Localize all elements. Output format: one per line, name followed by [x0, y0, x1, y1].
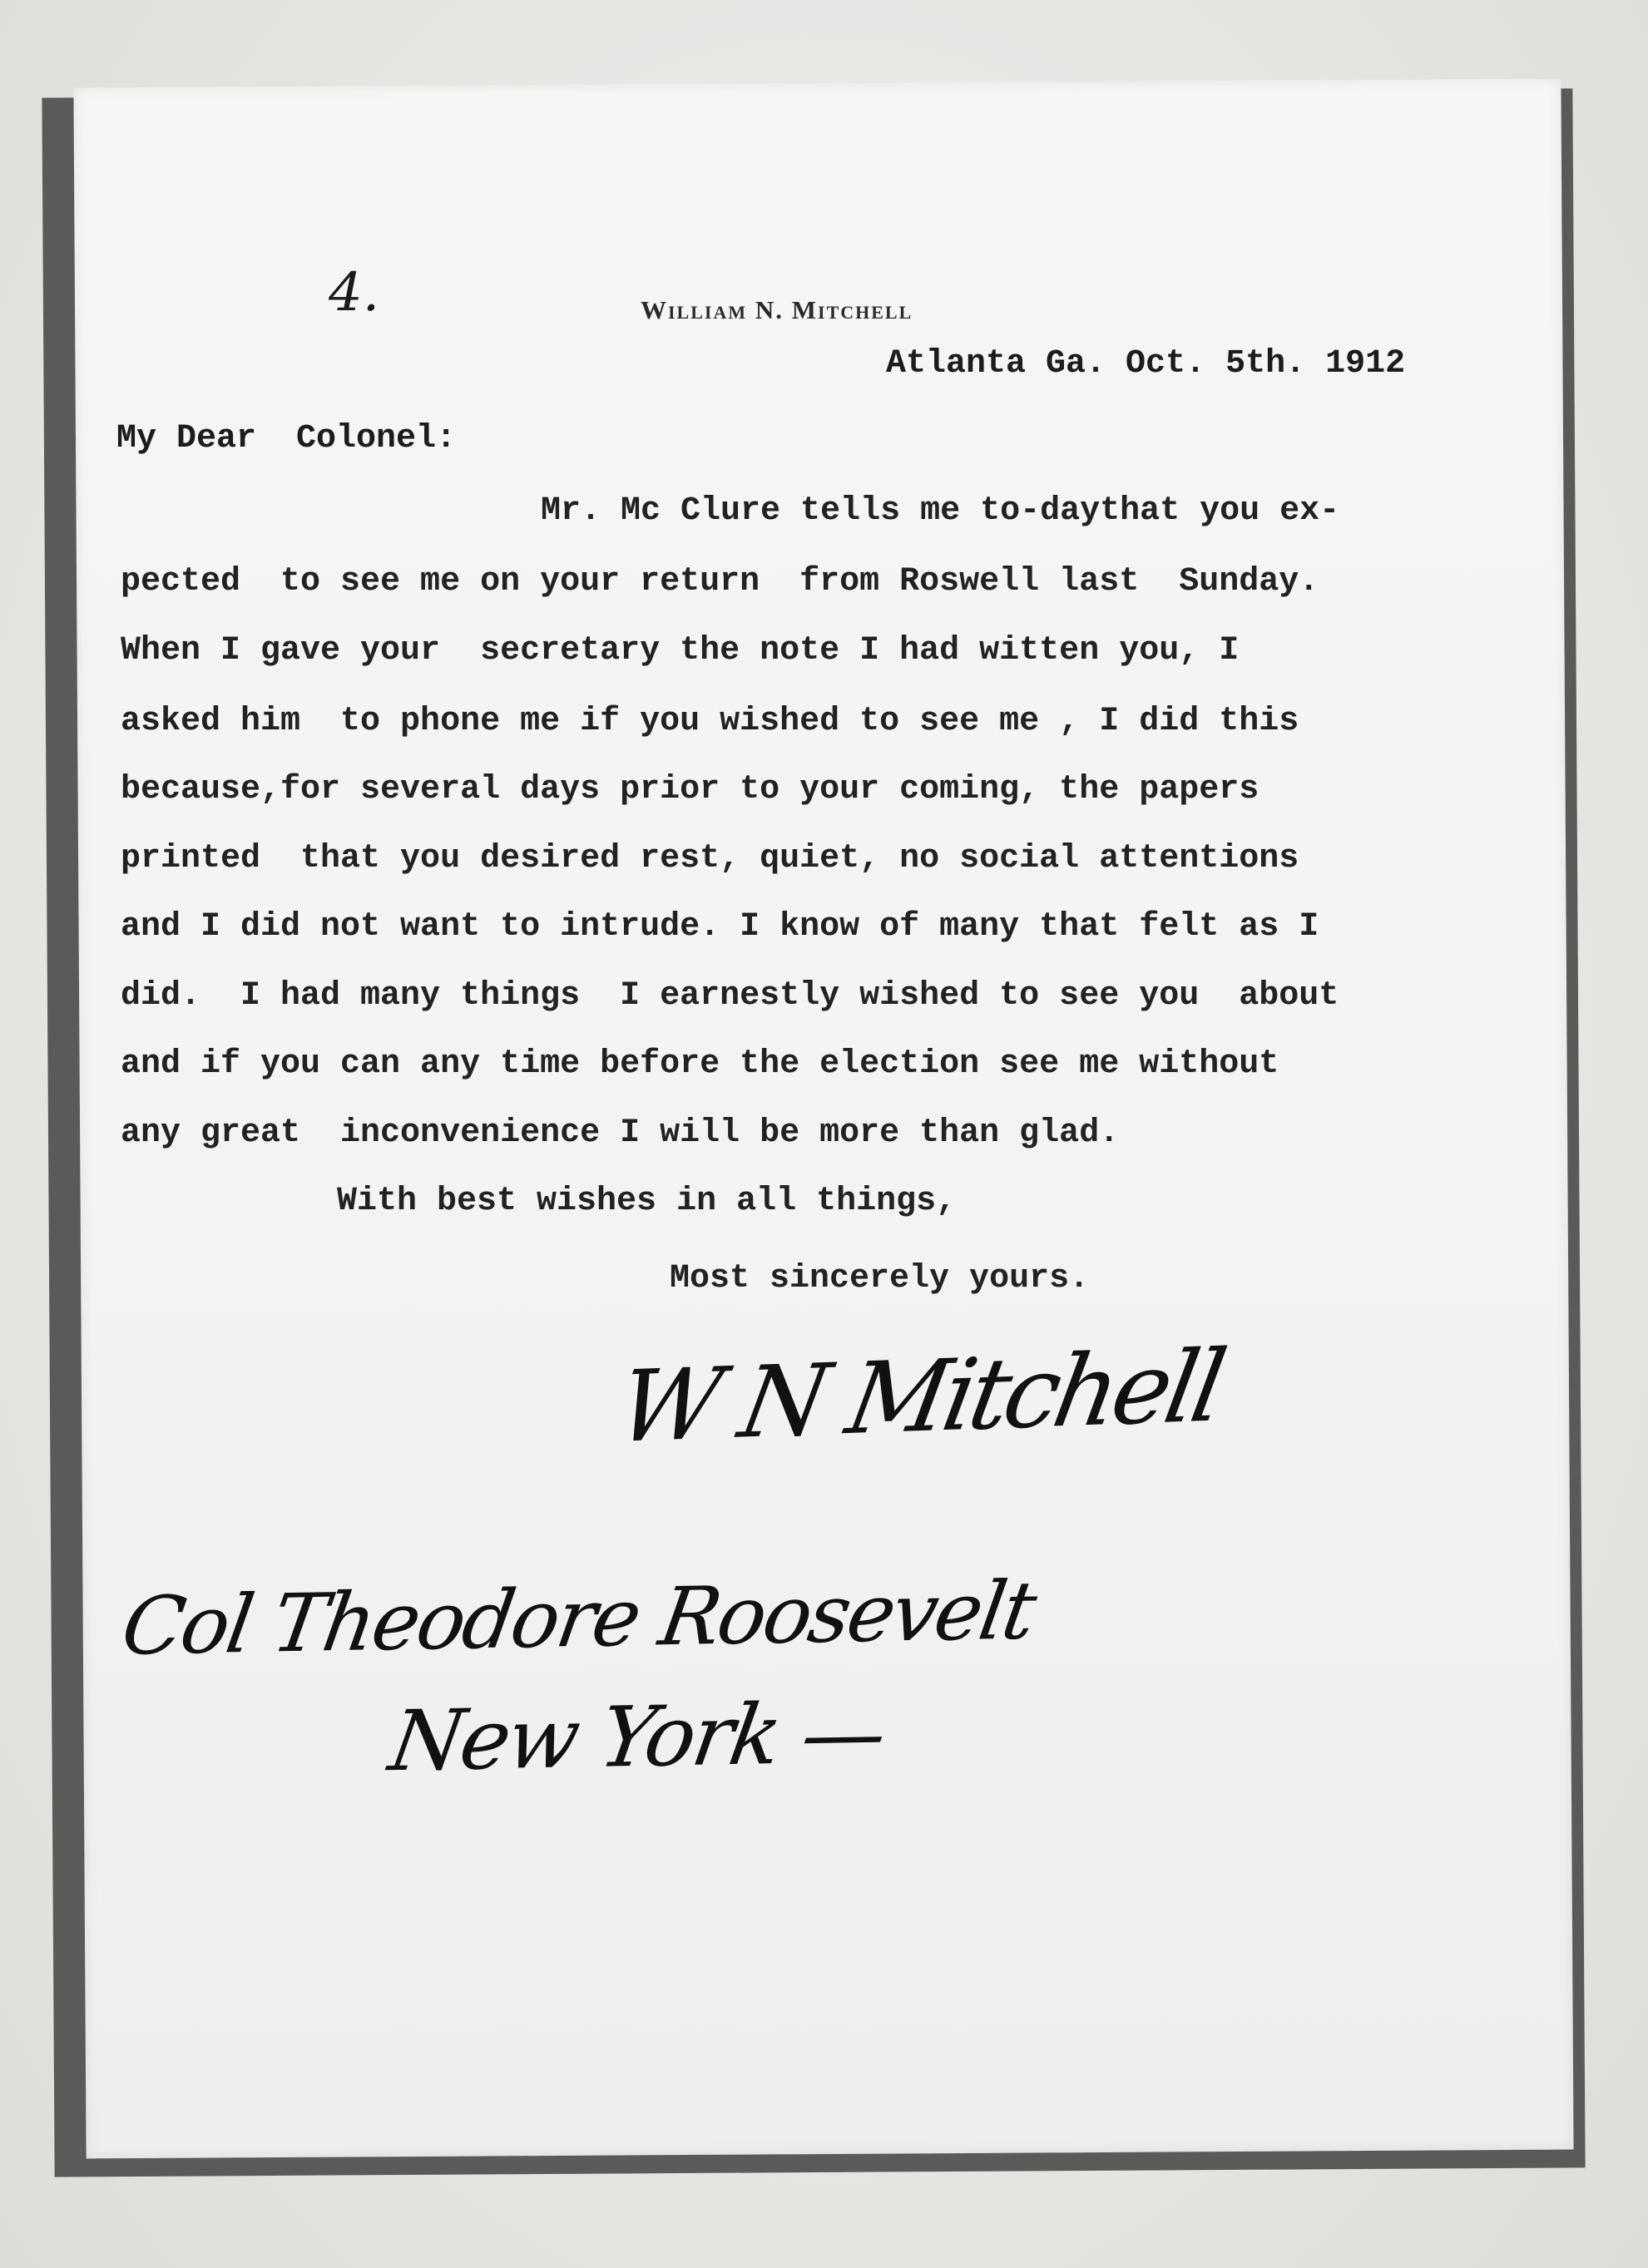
- body-line-1: Mr. Mc Clure tells me to-daythat you ex-: [541, 492, 1340, 530]
- salutation: My Dear Colonel:: [116, 420, 457, 457]
- body-line-3: When I gave your secretary the note I had witten you, I: [121, 632, 1240, 670]
- closing-wishes: With best wishes in all things,: [337, 1183, 957, 1220]
- body-line-7: and I did not want to intrude. I know of many that felt as I: [121, 908, 1319, 946]
- letterhead: William N. Mitchell: [641, 295, 913, 324]
- handwritten-signature: W N Mitchell: [609, 1327, 1230, 1465]
- body-line-9: and if you can any time before the election see me without: [121, 1045, 1279, 1083]
- body-line-2: pected to see me on your return from Roswell last Sunday.: [121, 563, 1319, 600]
- dateline: Atlanta Ga. Oct. 5th. 1912: [886, 345, 1406, 383]
- body-line-8: did. I had many things I earnestly wished to see you about: [121, 977, 1339, 1015]
- page-number: 4.: [329, 262, 380, 324]
- body-line-6: printed that you desired rest, quiet, no social attentions: [121, 840, 1299, 877]
- addressee-city: New York —: [383, 1683, 892, 1791]
- body-line-4: asked him to phone me if you wished to see me , I did this: [121, 703, 1299, 740]
- addressee-name: Col Theodore Roosevelt: [116, 1564, 1041, 1673]
- body-line-5: because,for several days prior to your coming, the papers: [121, 771, 1260, 808]
- body-line-10: any great inconvenience I will be more than glad.: [121, 1114, 1120, 1152]
- closing-sincerely: Most sincerely yours.: [670, 1260, 1090, 1297]
